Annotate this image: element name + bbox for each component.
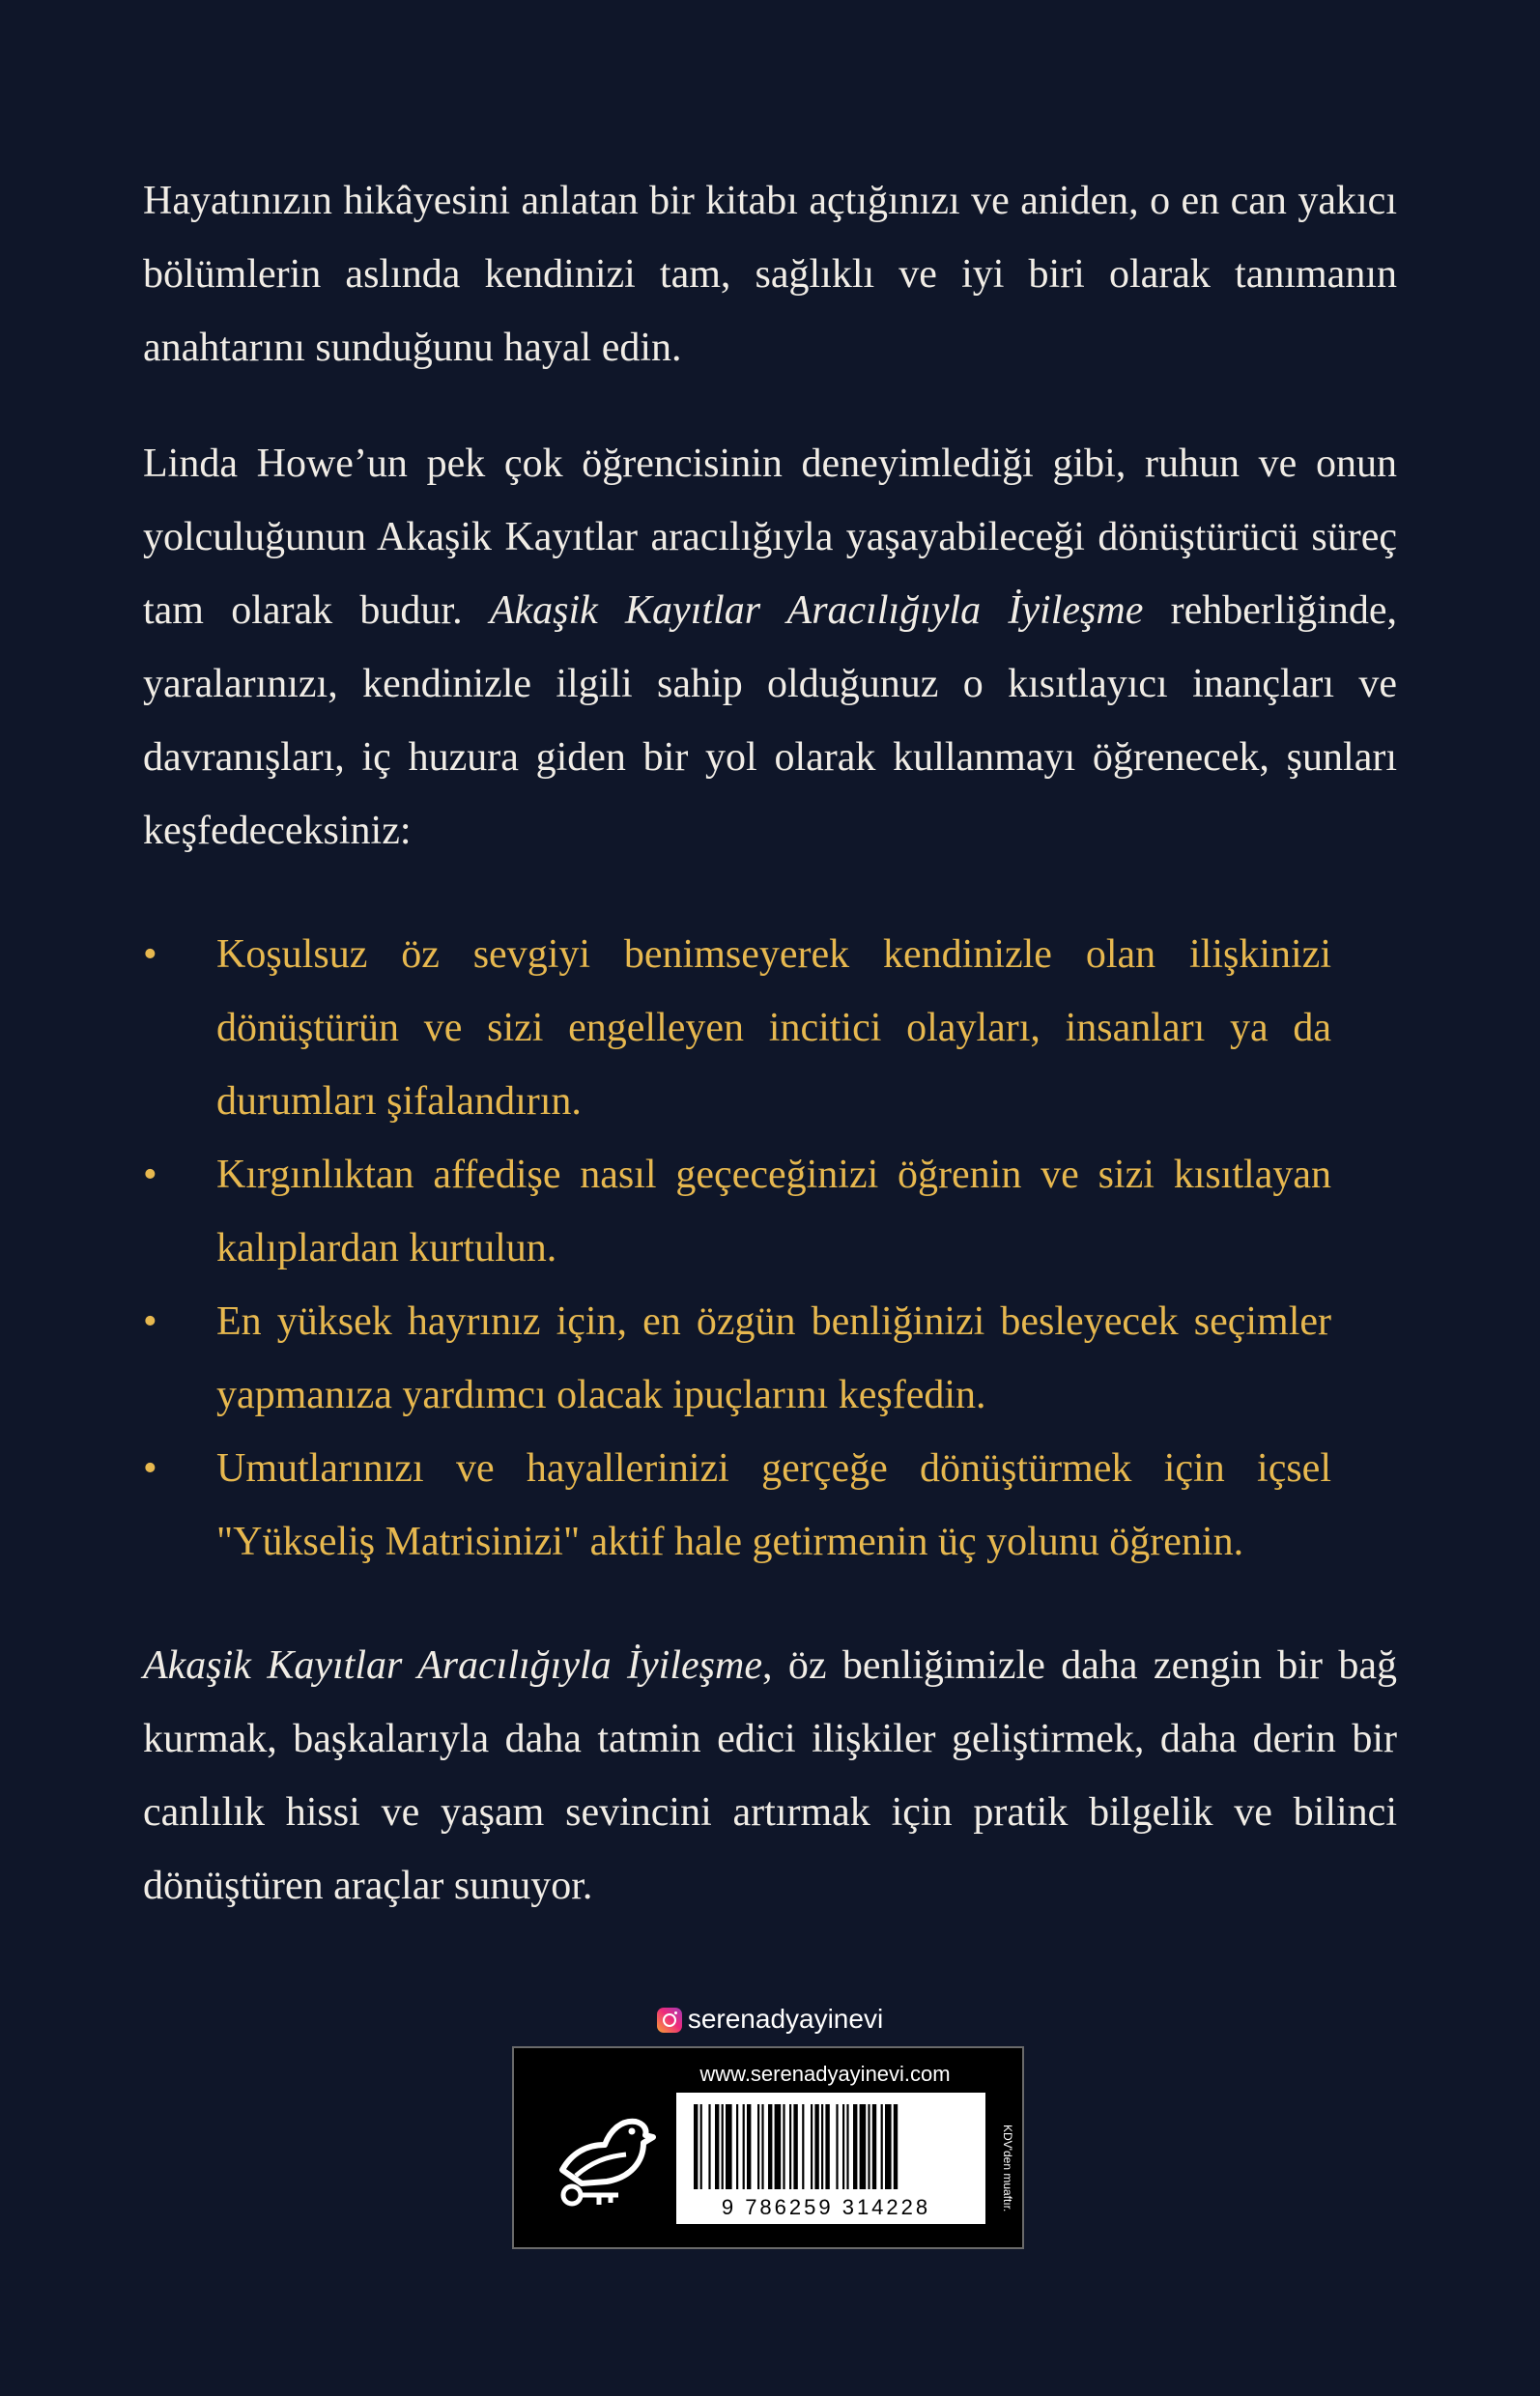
barcode-bar bbox=[700, 2104, 702, 2189]
back-cover-text bbox=[143, 164, 1397, 1923]
description-text-start: Linda Howe’un pek çok öğrencisinin deneyimlediği gibi, ruhun ve onun yolculuğunun Akaşik Kayıtlar aracılığıyla yaşayabileceği dönüştürücü süreç tam olarak budur. bbox=[143, 442, 1397, 633]
bird-key-logo bbox=[543, 2095, 659, 2211]
bullet-dot: • bbox=[143, 932, 157, 977]
bullet-dot: • bbox=[143, 1153, 157, 1197]
barcode-bar bbox=[736, 2104, 738, 2189]
barcode-bar bbox=[811, 2104, 813, 2189]
closing-text: , öz benliğimizle daha zengin bir bağ kurmak, başkalarıyla daha tatmin edici ilişkiler geliştirmek, daha derin bir canlılık hissi ve yaşam sevincini artırmak için pratik bilgelik ve bilinci dönüştüren araçlar sunuyor. bbox=[143, 1643, 1397, 1908]
barcode-label bbox=[676, 2093, 985, 2224]
barcode-bar bbox=[814, 2104, 818, 2189]
barcode-bar bbox=[881, 2104, 883, 2189]
barcode-bar bbox=[868, 2104, 870, 2189]
book-title-closing: Akaşik Kayıtlar Aracılığıyla İyileşme bbox=[143, 1643, 762, 1688]
closing-paragraph bbox=[143, 1629, 1397, 1923]
tax-exempt-note: KDV'den muaftır. bbox=[1001, 2124, 1014, 2212]
barcode-bar bbox=[708, 2104, 710, 2189]
barcode-bar bbox=[715, 2104, 719, 2189]
barcode-bar bbox=[825, 2104, 829, 2189]
instagram-handle-text: serenadyayinevi bbox=[687, 2004, 884, 2034]
barcode-bar bbox=[768, 2104, 772, 2189]
bullet-dot: • bbox=[143, 1299, 157, 1344]
publisher-barcode-box bbox=[512, 2046, 1024, 2249]
barcode-bar bbox=[747, 2104, 751, 2189]
bullet-dot: • bbox=[143, 1446, 157, 1491]
list-item: • En yüksek hayrınız için, en özgün benliğinizi besleyecek seçimler yapmanıza yardımcı olacak ipuçlarını keşfedin. bbox=[143, 1285, 1331, 1432]
description-text-end: rehberliğinde, yaralarınızı, kendinizle ilgili sahip olduğunuz o kısıtlayıcı inançları ve davranışları, iç huzura giden bir yol olarak kullanmayı öğrenecek, şunları keşfedeceksiniz: bbox=[143, 588, 1397, 853]
barcode-bar bbox=[894, 2104, 898, 2189]
barcode-bar bbox=[722, 2104, 724, 2189]
publisher-website: www.serenadyayinevi.com bbox=[699, 2062, 951, 2086]
barcode-bar bbox=[860, 2104, 867, 2189]
barcode-bar bbox=[757, 2104, 759, 2189]
barcode-bar bbox=[789, 2104, 791, 2189]
barcode-bar bbox=[821, 2104, 823, 2189]
list-item: • Koşulsuz öz sevgiyi benimseyerek kendinizle olan ilişkinizi dönüştürün ve sizi engelleyen incitici olayları, insanları ya da durumları şifalandırın. bbox=[143, 918, 1331, 1138]
barcode-bar bbox=[743, 2104, 745, 2189]
barcode-bar bbox=[846, 2104, 848, 2189]
instagram-icon bbox=[657, 2008, 682, 2033]
barcode-bar bbox=[775, 2104, 782, 2189]
barcode-bar bbox=[793, 2104, 797, 2189]
barcode-bar bbox=[836, 2104, 838, 2189]
barcode-bar bbox=[726, 2104, 732, 2189]
barcode-bar bbox=[783, 2104, 784, 2189]
description-paragraph bbox=[143, 427, 1397, 868]
barcode-bar bbox=[694, 2104, 698, 2189]
barcode bbox=[694, 2104, 968, 2189]
barcode-bar bbox=[853, 2104, 857, 2189]
barcode-bar bbox=[761, 2104, 763, 2189]
barcode-bar bbox=[802, 2104, 804, 2189]
intro-paragraph: Hayatınızın hikâyesini anlatan bir kitabı açtığınızı ve aniden, o en can yakıcı bölümlerin aslında kendinizi tam, sağlıklı ve iyi biri olarak tanımanın anahtarını sunduğunu hayal edin. bbox=[143, 179, 1397, 370]
book-title-inline: Akaşik Kayıtlar Aracılığıyla İyileşme bbox=[489, 588, 1144, 633]
isbn-number: 9 786259 314228 bbox=[721, 2195, 931, 2219]
barcode-bar bbox=[842, 2104, 844, 2189]
barcode-bar bbox=[872, 2104, 876, 2189]
barcode-bar bbox=[885, 2104, 892, 2189]
instagram-handle bbox=[0, 2004, 1540, 2035]
benefits-list bbox=[143, 918, 1331, 1579]
list-item: • Kırgınlıktan affedişe nasıl geçeceğinizi öğrenin ve sizi kısıtlayan kalıplardan kurtulun. bbox=[143, 1138, 1331, 1285]
list-item: • Umutlarınızı ve hayallerinizi gerçeğe dönüştürmek için içsel "Yükseliş Matrisinizi" aktif hale getirmenin üç yolunu öğrenin. bbox=[143, 1432, 1331, 1579]
